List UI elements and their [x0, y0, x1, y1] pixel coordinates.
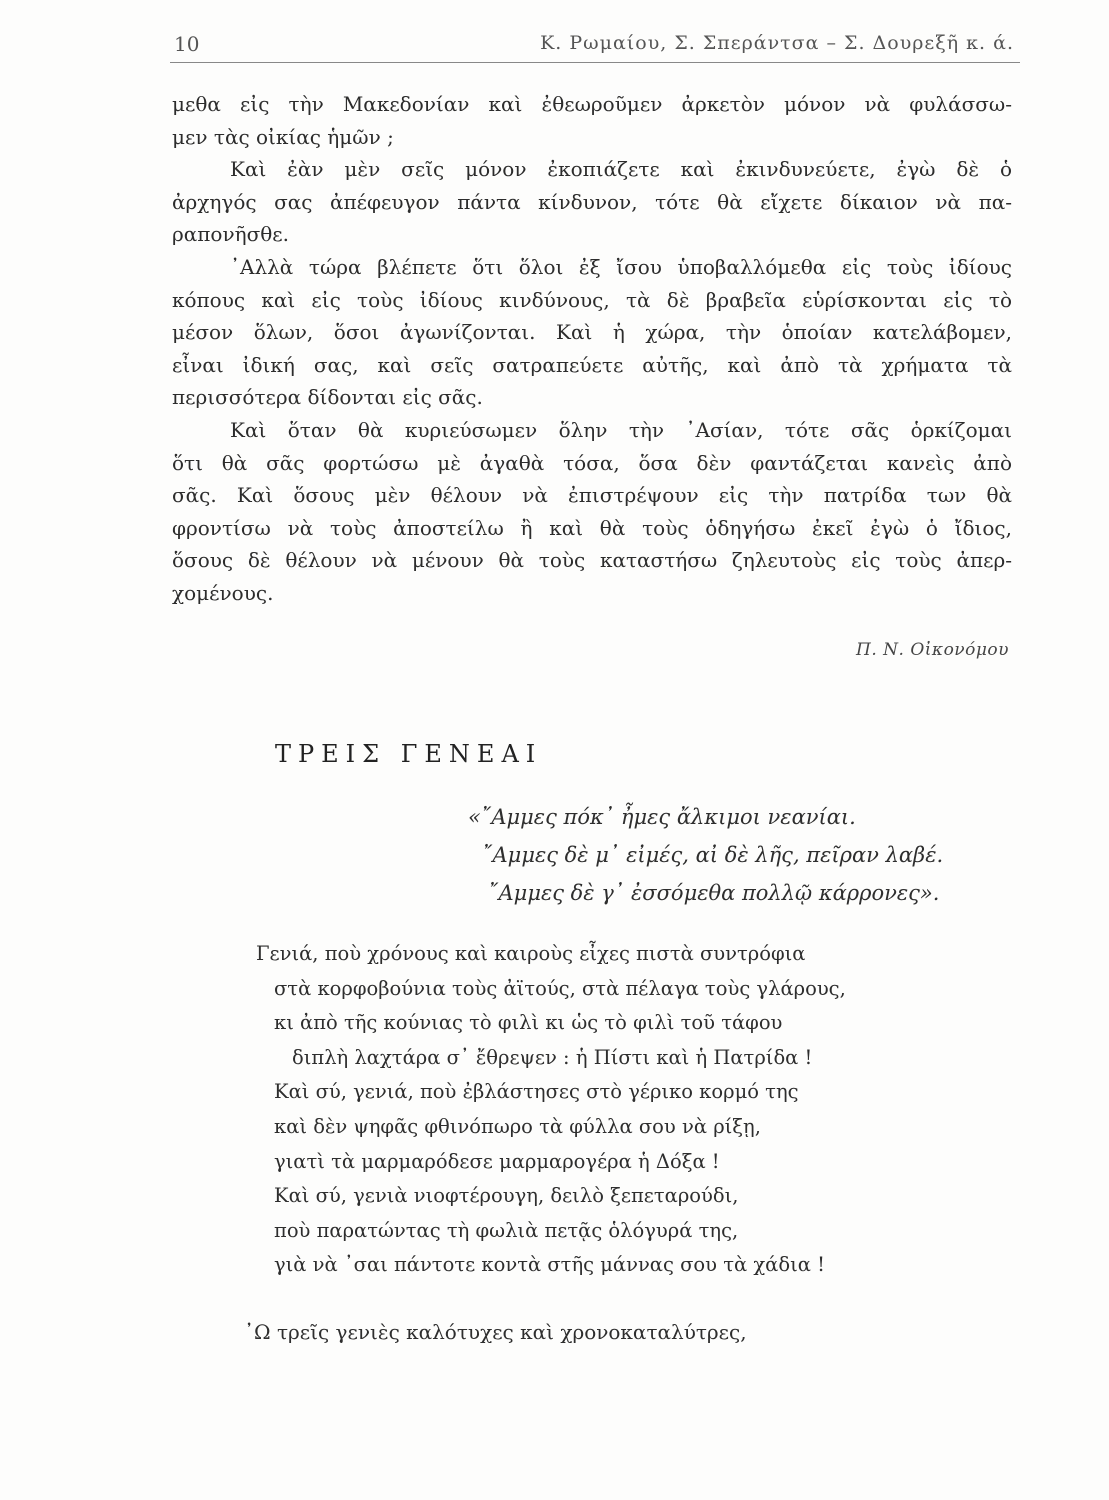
prose-line: φροντίσω νὰ τοὺς ἀποστείλω ἢ καὶ θὰ τοὺς ὁδηγήσω ἐκεῖ ἐγὼ ὁ ἴδιος,: [172, 515, 1012, 540]
prose-line: κόπους καὶ εἰς τοὺς ἰδίους κινδύνους, τὰ δὲ βραβεῖα εὑρίσκονται εἰς τὸ: [172, 287, 1012, 312]
prose-line: Καὶ ἐὰν μὲν σεῖς μόνον ἐκοπιάζετε καὶ ἐκινδυνεύετε, ἐγὼ δὲ ὁ: [230, 157, 1012, 182]
epigraph: [468, 798, 943, 912]
poem-line: γιατὶ τὰ μαρμαρόδεσε μαρμαρογέρα ἡ Δόξα !: [274, 1149, 720, 1173]
prose-line: ὅσους δὲ θέλουν νὰ μένουν θὰ τοὺς καταστήσω ζηλευτοὺς εἰς τοὺς ἀπερ-: [172, 548, 1012, 573]
prose-line: χομένους.: [172, 580, 274, 605]
prose-line: Καὶ ὅταν θὰ κυριεύσωμεν ὅλην τὴν ᾿Ασίαν, τότε σᾶς ὁρκίζομαι: [230, 417, 1012, 442]
section-title: ΤΡΕΙΣ ΓΕΝΕΑΙ: [275, 740, 543, 768]
prose-line: μέσον ὅλων, ὅσοι ἀγωνίζονται. Καὶ ἡ χώρα, τὴν ὁποίαν κατελάβομεν,: [172, 320, 1012, 345]
page-header: [170, 28, 1020, 63]
closing-line: ᾿Ω τρεῖς γενιὲς καλότυχες καὶ χρονοκαταλύτρες,: [244, 1320, 747, 1344]
epigraph-line: «῎Αμμες πόκ᾿ ἦμες ἄλκιμοι νεανίαι.: [468, 805, 856, 829]
prose-text: [172, 88, 1012, 610]
poem-line: Καὶ σύ, γενιά, ποὺ ἐβλάστησες στὸ γέρικο κορμό της: [274, 1080, 799, 1104]
epigraph-line: ῎Αμμες δὲ μ᾿ εἰμές, αἰ δὲ λῆς, πεῖραν λαβέ.: [482, 843, 944, 867]
author-signature: Π. Ν. Οἰκονόμου: [856, 640, 1009, 660]
poem-line: ποὺ παρατώντας τὴ φωλιὰ πετᾷς ὁλόγυρά της,: [274, 1218, 739, 1242]
prose-line: μεθα εἰς τὴν Μακεδονίαν καὶ ἐθεωροῦμεν ἀρκετὸν μόνον νὰ φυλάσσω-: [172, 92, 1012, 116]
poem-line: Καὶ σύ, γενιὰ νιοφτέρουγη, δειλὸ ξεπεταρούδι,: [274, 1184, 739, 1208]
prose-line: ἀρχηγός σας ἀπέφευγον πάντα κίνδυνον, τότε θὰ εἴχετε δίκαιον νὰ πα-: [172, 189, 1012, 214]
prose-line: εἶναι ἰδική σας, καὶ σεῖς σατραπεύετε αὐτῆς, καὶ ἀπὸ τὰ χρήματα τὰ: [172, 352, 1012, 377]
poem-line: γιὰ νὰ ᾿σαι πάντοτε κοντὰ στῆς μάννας σου τὰ χάδια !: [274, 1253, 825, 1277]
prose-line: ραπονῆσθε.: [172, 222, 290, 247]
prose-line: περισσότερα δίδονται εἰς σᾶς.: [172, 385, 483, 410]
page-number: 10: [174, 32, 200, 56]
running-head: Κ. Ρωμαίου, Σ. Σπεράντσα – Σ. Δουρεξῆ κ. ά.: [540, 32, 1014, 54]
poem-line: στὰ κορφοβούνια τοὺς ἀϊτούς, στὰ πέλαγα τοὺς γλάρους,: [274, 976, 846, 1000]
epigraph-line: ῎Αμμες δὲ γ᾿ ἐσσόμεθα πολλῷ κάρρονες».: [488, 881, 940, 905]
poem-line: κι ἀπὸ τῆς κούνιας τὸ φιλὶ κι ὡς τὸ φιλὶ τοῦ τάφου: [274, 1011, 783, 1035]
poem-line: διπλὴ λαχτάρα σ᾿ ἔθρεψεν : ἡ Πίστι καὶ ἡ Πατρίδα !: [292, 1045, 813, 1069]
poem-line: καὶ δὲν ψηφᾶς φθινόπωρο τὰ φύλλα σου νὰ ρίξῃ,: [274, 1114, 761, 1138]
prose-line: σᾶς. Καὶ ὅσους μὲν θέλουν νὰ ἐπιστρέψουν εἰς τὴν πατρίδα των θὰ: [172, 483, 1012, 508]
prose-line: ᾿Αλλὰ τώρα βλέπετε ὅτι ὅλοι ἐξ ἴσου ὑποβαλλόμεθα εἰς τοὺς ἰδίους: [230, 254, 1012, 279]
poem-stanza: [256, 937, 846, 1283]
poem-line: Γενιά, ποὺ χρόνους καὶ καιροὺς εἶχες πιστὰ συντρόφια: [256, 942, 806, 965]
prose-line: μεν τὰς οἰκίας ἡμῶν ;: [172, 124, 394, 149]
prose-line: ὅτι θὰ σᾶς φορτώσω μὲ ἀγαθὰ τόσα, ὅσα δὲν φαντάζεται κανεὶς ἀπὸ: [172, 450, 1012, 475]
